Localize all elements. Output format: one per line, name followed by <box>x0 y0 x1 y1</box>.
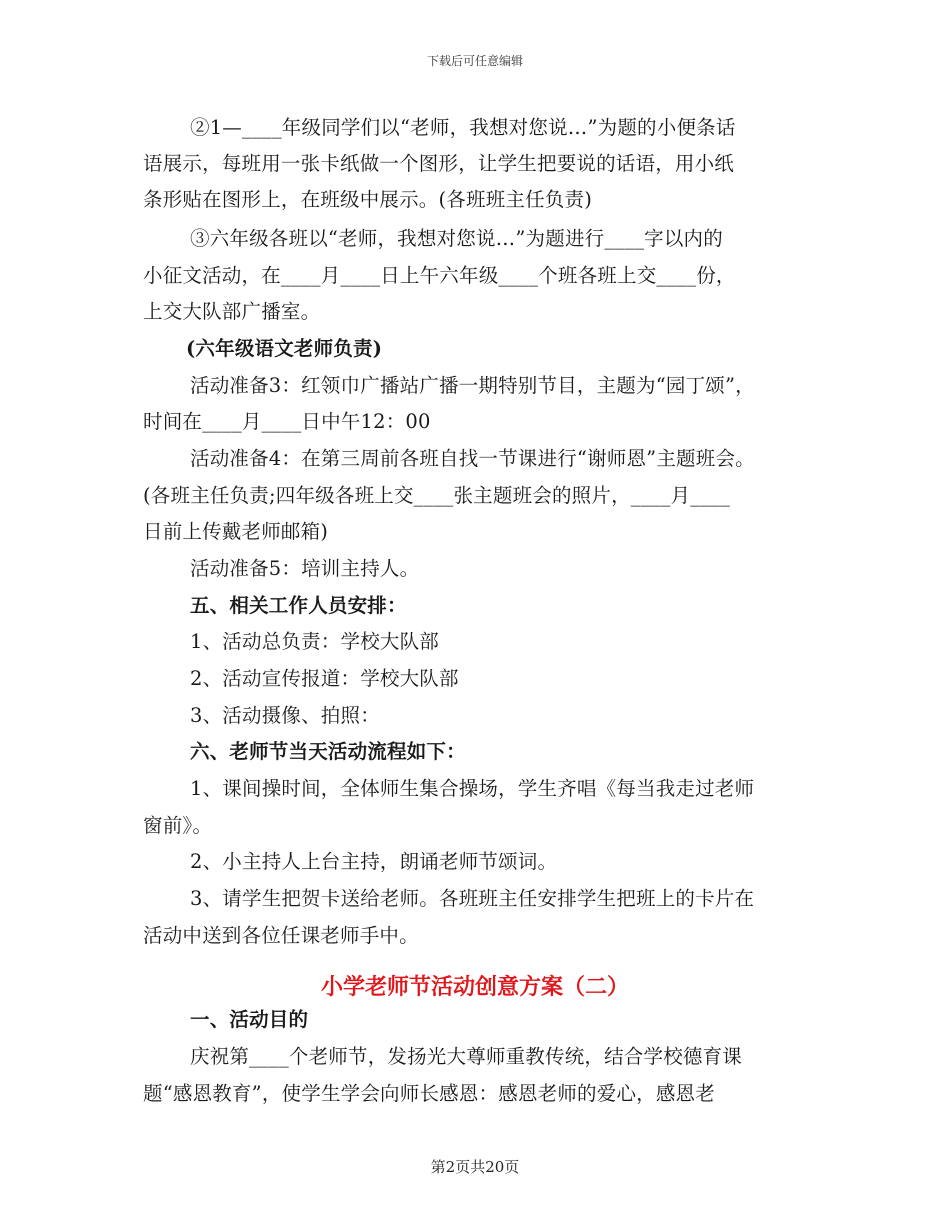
paragraph-line: 时间在____月____日中午12：00 <box>143 410 431 433</box>
paragraph-line: ②1—____年级同学们以“老师，我想对您说…”为题的小便条话 <box>190 116 736 139</box>
paragraph-line: 题“感恩教育”，使学生学会向师长感恩：感恩老师的爱心，感恩老 <box>143 1082 715 1105</box>
paragraph-line: 活动准备4：在第三周前各班自找一节课进行“谢师恩”主题班会。 <box>190 447 755 470</box>
list-item: 3、活动摄像、拍照： <box>190 704 380 727</box>
page-number: 第2页共20页 <box>430 1158 520 1176</box>
section-title: 小学老师节活动创意方案（二） <box>320 974 629 1000</box>
paragraph-line: 窗前》。 <box>143 814 213 837</box>
paragraph-line: 日前上传戴老师邮箱) <box>143 520 329 543</box>
paragraph-line: 语展示，每班用一张卡纸做一个图形，让学生把要说的话语，用小纸 <box>143 152 735 175</box>
list-item: 1、活动总负责：学校大队部 <box>190 630 440 653</box>
list-item: 2、活动宣传报道：学校大队部 <box>190 667 459 690</box>
paragraph-line: 庆祝第____个老师节，发扬光大尊师重教传统，结合学校德育课 <box>190 1045 743 1068</box>
list-item: 1、课间操时间，全体师生集合操场，学生齐唱《每当我走过老师 <box>190 777 755 800</box>
list-item: 2、小主持人上台主持，朗诵老师节颂词。 <box>190 850 558 873</box>
paragraph-line: 条形贴在图形上，在班级中展示。(各班班主任负责) <box>143 188 593 211</box>
paragraph-line: 活动准备5：培训主持人。 <box>190 557 420 580</box>
section-heading: 五、相关工作人员安排： <box>190 594 407 617</box>
section-note: (六年级语文老师负责) <box>186 337 383 360</box>
list-item: 3、请学生把贺卡送给老师。各班班主任安排学生把班上的卡片在 <box>190 887 755 910</box>
section-heading: 一、活动目的 <box>190 1008 309 1031</box>
paragraph-line: ③六年级各班以“老师，我想对您说…”为题进行____字以内的 <box>190 227 723 250</box>
paragraph-line: 活动中送到各位任课老师手中。 <box>143 924 419 947</box>
paragraph-line: 活动准备3：红领巾广播站广播一期特别节目，主题为“园丁颂”， <box>190 374 755 397</box>
section-heading: 六、老师节当天活动流程如下： <box>190 740 466 763</box>
paragraph-line: 上交大队部广播室。 <box>143 300 321 323</box>
page-header-note: 下载后可任意编辑 <box>426 54 523 68</box>
paragraph-line: 小征文活动，在____月____日上午六年级____个班各班上交____份， <box>143 264 736 287</box>
paragraph-line: (各班主任负责;四年级各班上交____张主题班会的照片，____月____ <box>143 484 731 507</box>
